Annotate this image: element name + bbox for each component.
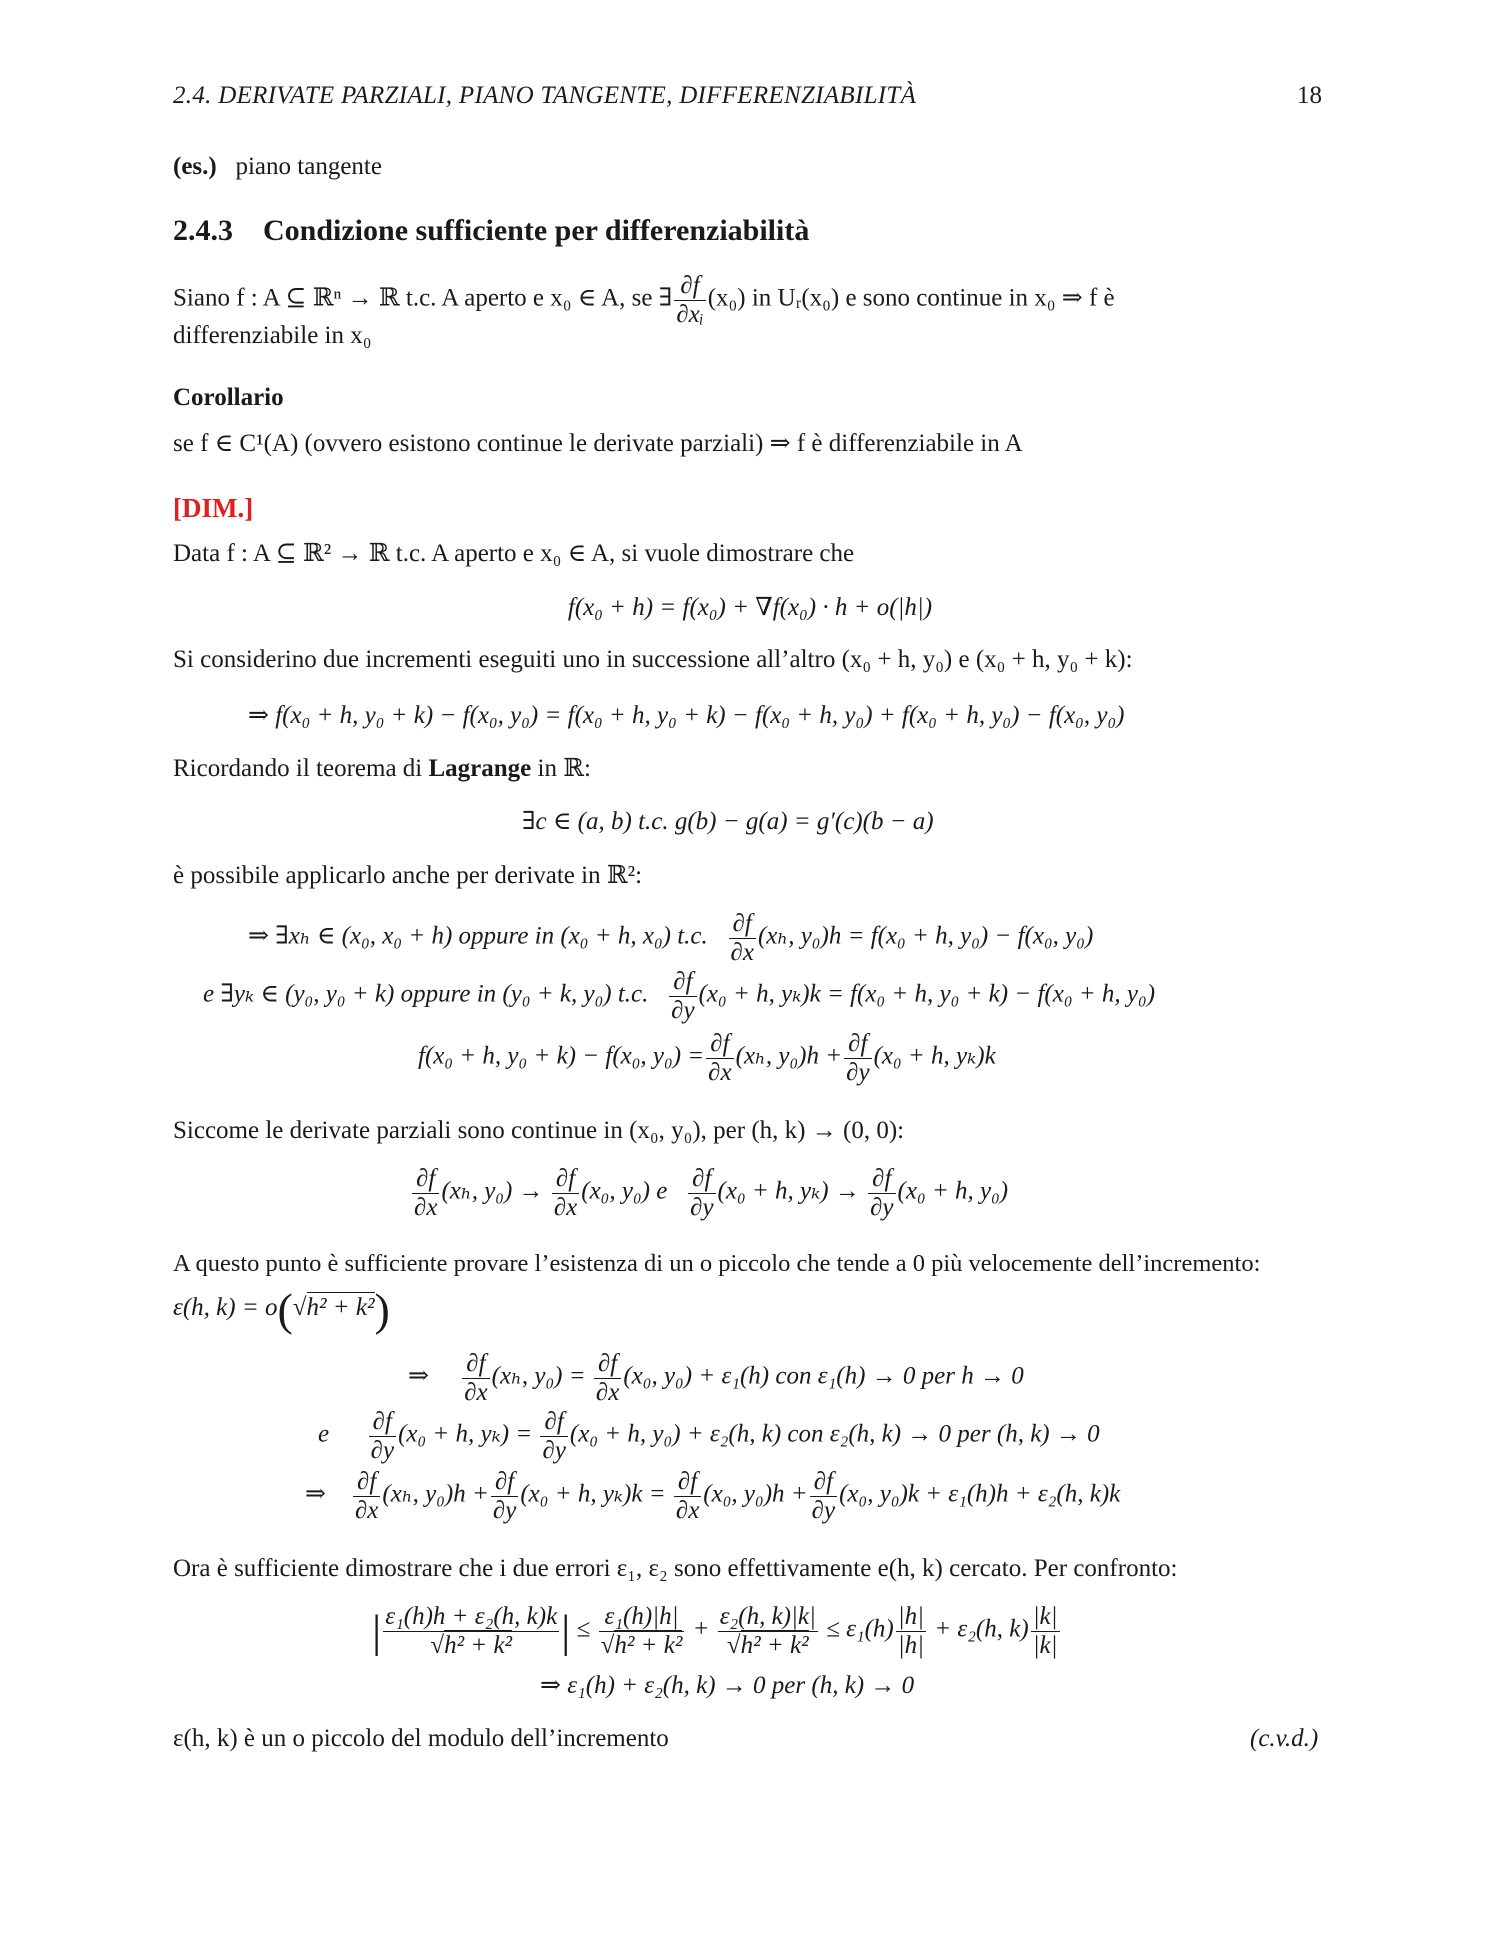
eq4-right: (xₕ, y₀)h = f(x₀ + h, y₀) − f(x₀, y₀) bbox=[757, 922, 1094, 950]
lagrange-text-c: in ℝ: bbox=[531, 755, 591, 782]
section-title: Condizione sufficiente per differenziabilità bbox=[263, 214, 810, 247]
h-abs-num: |h| bbox=[897, 1603, 925, 1630]
section-number: 2.4.3 bbox=[173, 214, 233, 247]
apply-text: è possibile applicarlo anche per derivate in ℝ²: bbox=[173, 862, 643, 889]
equation-lagrange: ∃c ∈ (a, b) t.c. g(b) − g(a) = g′(c)(b − a) bbox=[522, 808, 934, 835]
eq8-arrow: ⇒ bbox=[408, 1362, 429, 1390]
eq10-b: (xₕ, y₀)h + bbox=[382, 1480, 489, 1508]
example-label: (es.) bbox=[173, 153, 217, 180]
h-abs-den: |h| bbox=[897, 1631, 925, 1659]
frac-num-3: ε₂(h, k)|k| bbox=[719, 1603, 816, 1630]
eq7-b: (x₀, y₀) e bbox=[581, 1177, 668, 1205]
theorem-line-2: differenziabile in x₀ bbox=[173, 322, 372, 349]
fraction-denominator: ∂xᵢ bbox=[676, 300, 704, 328]
eq8-right: (x₀, y₀) + ε₁(h) con ε₁(h) → 0 per h → 0 bbox=[623, 1362, 1024, 1390]
eq5-left: e ∃yₖ ∈ (y₀, y₀ + k) oppure in (y₀ + k, y₀) t.c. bbox=[203, 980, 649, 1008]
eq10-c: (x₀ + h, yₖ)k = bbox=[520, 1480, 666, 1508]
frac-den-2: h² + k² bbox=[614, 1631, 683, 1659]
eq7-d: (x₀ + h, y₀) bbox=[897, 1177, 1009, 1205]
proof-label: [DIM.] bbox=[173, 493, 254, 523]
fraction-numerator: ∂f bbox=[353, 1468, 380, 1497]
abs-denominator: h² + k² bbox=[444, 1631, 513, 1659]
fraction-denominator: ∂x bbox=[708, 1058, 732, 1086]
fraction-denominator: ∂y bbox=[370, 1436, 395, 1464]
eq11-plus: + ε₂(h, k) bbox=[934, 1615, 1029, 1643]
fraction-numerator: ∂f bbox=[688, 1165, 715, 1194]
fraction-numerator: ∂f bbox=[729, 910, 756, 939]
fraction-denominator: ∂y bbox=[671, 996, 695, 1024]
epsilon-definition: ε(h, k) = o(√h² + k²) bbox=[173, 1284, 390, 1335]
lagrange-text-a: Ricordando il teorema di bbox=[173, 755, 429, 782]
k-abs-num: |k| bbox=[1032, 1603, 1058, 1630]
equation-limit-zero: ⇒ ε₁(h) + ε₂(h, k) → 0 per (h, k) → 0 bbox=[540, 1672, 915, 1699]
equation-epsilon-2 bbox=[318, 1408, 1100, 1464]
equation-differentiability: f(x₀ + h) = f(x₀) + ∇f(x₀) · h + o(|h|) bbox=[567, 594, 933, 621]
fraction-denominator: ∂x bbox=[553, 1193, 578, 1221]
equation-epsilon-1 bbox=[408, 1350, 1024, 1406]
section-heading bbox=[173, 214, 809, 248]
fraction-denominator: ∂x bbox=[464, 1378, 488, 1406]
fraction-numerator: ∂f bbox=[552, 1165, 579, 1194]
continuity-text: Siccome le derivate parziali sono continue in (x₀, y₀), per (h, k) → (0, 0): bbox=[173, 1117, 905, 1144]
eq4-left: ⇒ ∃xₕ ∈ (x₀, x₀ + h) oppure in (x₀ + h, x₀) t.c. bbox=[248, 922, 708, 950]
equation-increment-derivatives bbox=[418, 1030, 996, 1086]
increments-text: Si considerino due incrementi eseguiti uno in successione all’altro (x₀ + h, y₀) e (x₀ + h, y₀ + k): bbox=[173, 646, 1133, 673]
fraction-numerator: ∂f bbox=[540, 1408, 567, 1437]
fraction-denominator: ∂x bbox=[595, 1378, 620, 1406]
fraction-numerator: ∂f bbox=[594, 1350, 621, 1379]
proof-intro: Data f : A ⊆ ℝ² → ℝ t.c. A aperto e x₀ ∈ A, si vuole dimostrare che bbox=[173, 540, 855, 567]
theorem-text-b: (x₀) in Uᵣ(x₀) e sono continue in x₀ ⇒ f è bbox=[707, 284, 1115, 312]
fraction-numerator: ∂f bbox=[669, 968, 696, 997]
fraction-numerator: ∂f bbox=[412, 1165, 439, 1194]
equation-limits bbox=[410, 1165, 1008, 1221]
eq8-mid: (xₕ, y₀) = bbox=[491, 1362, 586, 1390]
eq9-mid: (x₀ + h, yₖ) = bbox=[398, 1420, 533, 1448]
eq9-right: (x₀ + h, y₀) + ε₂(h, k) con ε₂(h, k) → 0 per (h, k) → 0 bbox=[569, 1420, 1100, 1448]
fraction-numerator: ∂f bbox=[491, 1468, 518, 1497]
eq11-mid: ≤ ε₁(h) bbox=[826, 1615, 894, 1643]
eq9-e: e bbox=[318, 1420, 330, 1448]
fraction-denominator: ∂y bbox=[811, 1496, 836, 1524]
abs-numerator: ε₁(h)h + ε₂(h, k)k bbox=[385, 1603, 558, 1630]
equation-combined bbox=[305, 1468, 1120, 1524]
theorem-text-a: Siano f : A ⊆ ℝⁿ → ℝ t.c. A aperto e x₀ ∈ A, se ∃ bbox=[173, 284, 673, 312]
eq6-right: (x₀ + h, yₖ)k bbox=[873, 1042, 996, 1070]
fraction-denominator: ∂y bbox=[690, 1193, 714, 1221]
corollary-title: Corollario bbox=[173, 384, 284, 411]
eps-def-left: ε(h, k) = o bbox=[173, 1294, 278, 1322]
fraction-denominator: ∂y bbox=[846, 1058, 870, 1086]
comparison-text: Ora è sufficiente dimostrare che i due errori ε₁, ε₂ sono effettivamente e(h, k) cercato. Per confronto: bbox=[173, 1555, 1178, 1582]
fraction-denominator: ∂y bbox=[542, 1436, 566, 1464]
frac-den-3: h² + k² bbox=[740, 1631, 809, 1659]
fraction-numerator: ∂f bbox=[462, 1350, 489, 1379]
corollary-text: se f ∈ C¹(A) (ovvero esistono continue le derivate parziali) ⇒ f è differenziabile in A bbox=[173, 430, 1023, 457]
k-abs-den: |k| bbox=[1032, 1631, 1058, 1659]
page-number: 18 bbox=[1297, 82, 1322, 109]
eq10-e: (x₀, y₀)k + ε₁(h)h + ε₂(h, k)k bbox=[839, 1480, 1121, 1508]
fraction-numerator: ∂f bbox=[674, 272, 705, 301]
fraction-numerator: ∂f bbox=[868, 1165, 895, 1194]
sqrt-argument: h² + k² bbox=[306, 1294, 375, 1322]
fraction-numerator: ∂f bbox=[844, 1030, 871, 1059]
final-text: ε(h, k) è un o piccolo del modulo dell’incremento bbox=[173, 1725, 669, 1752]
fraction-denominator: ∂x bbox=[354, 1496, 379, 1524]
fraction-numerator: ∂f bbox=[369, 1408, 396, 1437]
equation-mean-value-x bbox=[248, 910, 1093, 966]
fraction-denominator: ∂x bbox=[730, 938, 754, 966]
eq6-mid: (xₕ, y₀)h + bbox=[735, 1042, 843, 1070]
theorem-line-1 bbox=[173, 272, 1115, 328]
qed-mark: (c.v.d.) bbox=[1250, 1725, 1319, 1752]
fraction-numerator: ∂f bbox=[706, 1030, 733, 1059]
le-sign: ≤ bbox=[576, 1615, 591, 1643]
fraction-numerator: ∂f bbox=[810, 1468, 837, 1497]
fraction-denominator: ∂y bbox=[492, 1496, 517, 1524]
fraction-denominator: ∂x bbox=[414, 1193, 438, 1221]
equation-mean-value-y bbox=[203, 968, 1155, 1024]
partial-fraction bbox=[674, 272, 705, 328]
fraction-numerator: ∂f bbox=[674, 1468, 701, 1497]
frac-num-2: ε₁(h)|h| bbox=[599, 1603, 685, 1632]
equation-comparison: | $\frac{\text{ε₁(h)h + ε₂(h, k)k}}{\text{√h² + k²}}$ | ≤ $\frac{\text{ε₁(h)|h|}}{\text{√h² + k²}}$ + $\frac{\text{ε₂(h, k)|k|}}{\text{√h² + k²}}$ ≤ ε₁(h) $\frac{|h|}{|h|}$ + ε₂(h, k) $\frac{|k|}{|k|}$ bbox=[372, 1603, 1058, 1659]
eq6-left: f(x₀ + h, y₀ + k) − f(x₀, y₀) = bbox=[418, 1042, 705, 1070]
example-text: piano tangente bbox=[235, 153, 382, 180]
running-header: 2.4. DERIVATE PARZIALI, PIANO TANGENTE, DIFFERENZIABILITÀ bbox=[173, 82, 917, 109]
eq10-arrow: ⇒ bbox=[305, 1480, 326, 1508]
eq7-a: (xₕ, y₀) → bbox=[441, 1177, 544, 1205]
o-small-text: A questo punto è sufficiente provare l’esistenza di un o piccolo che tende a 0 più velocemente dell’incremento: bbox=[173, 1250, 1261, 1277]
fraction-denominator: ∂y bbox=[870, 1193, 894, 1221]
eq10-d: (x₀, y₀)h + bbox=[703, 1480, 808, 1508]
eq5-right: (x₀ + h, yₖ)k = f(x₀ + h, y₀ + k) − f(x₀ + h, y₀) bbox=[698, 980, 1156, 1008]
lagrange-name: Lagrange bbox=[428, 755, 532, 782]
equation-increment-split: ⇒ f(x₀ + h, y₀ + k) − f(x₀, y₀) = f(x₀ + h, y₀ + k) − f(x₀ + h, y₀) + f(x₀ + h, y₀) − f(x₀, y₀) bbox=[248, 702, 1125, 729]
example-line bbox=[173, 153, 382, 181]
eq7-c: (x₀ + h, yₖ) → bbox=[717, 1177, 860, 1205]
fraction-denominator: ∂x bbox=[675, 1496, 700, 1524]
lagrange-line bbox=[173, 753, 591, 783]
